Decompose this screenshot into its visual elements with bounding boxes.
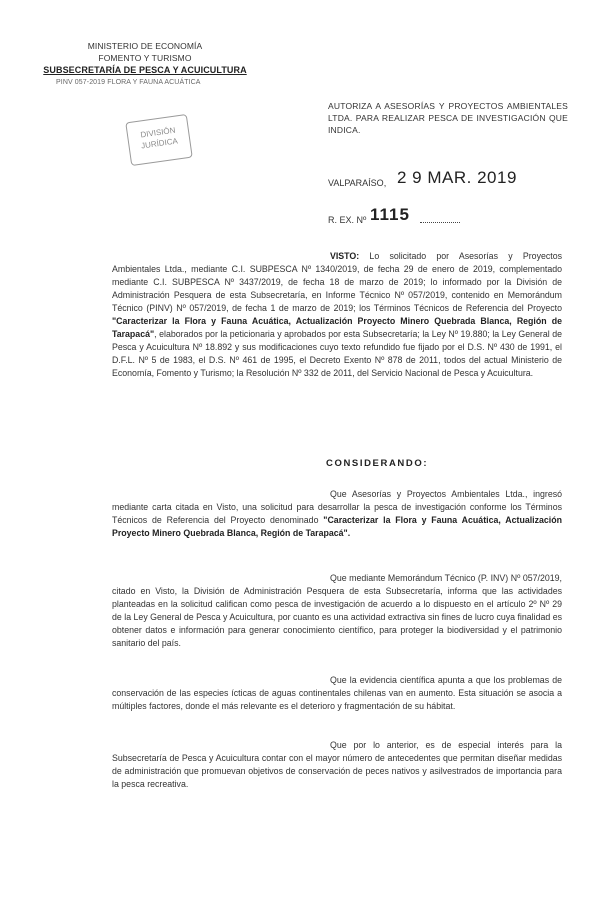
considerando-p1-project: "Caracterizar la Flora y Fauna Acuática, Actualización Proyecto Minero Quebrada Blanca, Región de Tarapacá".	[112, 515, 562, 538]
undersecretary-name: SUBSECRETARÍA DE PESCA Y ACUICULTURA	[43, 65, 247, 75]
stamp-line-2: JURÍDICA	[140, 136, 179, 151]
file-reference: PINV 057-2019 FLORA Y FAUNA ACUÁTICA	[56, 79, 201, 86]
city-label: VALPARAÍSO,	[328, 178, 387, 188]
resolution-prefix: R. EX. Nº	[328, 215, 367, 225]
ministry-subtitle: FOMENTO Y TURISMO	[98, 53, 192, 63]
considerando-p1-text: Que Asesorías y Proyectos Ambientales Ltda., ingresó mediante carta citada en Visto, una solicitud para desarrollar la pesca de investigación conforme los Términos Técnicos de Referencia del Proyecto denominado	[112, 489, 562, 525]
letterhead	[40, 40, 250, 89]
considerando-paragraph-1	[112, 488, 562, 540]
resolution-date: 2 9 MAR. 2019	[397, 168, 517, 187]
stamp-line-1: DIVISIÓN	[139, 125, 176, 140]
considerando-paragraph-3: Que la evidencia científica apunta a que los problemas de conservación de las especies ícticas de aguas continentales chilenas van en aumento. Esta situación se asocia a múltiples factores, donde el más relevante es el deterioro y fragmentación de su hábitat.	[112, 675, 562, 711]
resolution-subject: AUTORIZA A ASESORÍAS Y PROYECTOS AMBIENTALES LTDA. PARA REALIZAR PESCA DE INVESTIGACIÓN QUE INDICA.	[328, 101, 568, 135]
legal-division-stamp	[125, 114, 193, 166]
visto-project-title: "Caracterizar la Flora y Fauna Acuática, Actualización Proyecto Minero Quebrada Blanca, Región de Tarapacá"	[112, 316, 562, 339]
ministry-name: MINISTERIO DE ECONOMÍA	[87, 41, 203, 51]
visto-text-b: , elaborados por la peticionaria y aprobados por esta Subsecretaría; la Ley Nº 19.880; la Ley General de Pesca y Acuicultura Nº 18.892 y sus modificaciones cuyo texto refundido fue fijado por el D.S. Nº 430 de 1991, el D.F.L. Nº 5 de 1983, el D.S. Nº 461 de 1995, el Decreto Exento Nº 878 de 2011, todos del actual Ministerio de Economía, Fomento y Turismo; la Resolución Nº 332 de 2011, del Servicio Nacional de Pesca y Acuicultura.	[112, 329, 562, 378]
considerando-paragraph-4: Que por lo anterior, es de especial interés para la Subsecretaría de Pesca y Acuicultura contar con el mayor número de antecedentes que permitan diseñar medidas de administración que promuevan objetivos de conservación de peces nativos y asilvestrados de importancia para la pesca recreativa.	[112, 740, 562, 789]
visto-label: VISTO:	[330, 251, 360, 261]
resolution-number: 1115	[370, 205, 410, 224]
visto-paragraph	[112, 250, 562, 380]
considerando-paragraph-2: Que mediante Memorándum Técnico (P. INV) Nº 057/2019, citado en Visto, la División de Administración Pesquera de esta Subsecretaría, informa que las actividades planteadas en la solicitud califican como pesca de investigación de acuerdo a lo dispuesto en el artículo 2º Nº 29 de la Ley General de Pesca y Acuicultura, por cuanto es una actividad extractiva sin fines de lucro cuya finalidad es obtener datos e información para generar conocimiento científico, para proteger la biodiversidad y el patrimonio sanitario del país.	[112, 573, 562, 648]
resolution-underline	[420, 222, 460, 223]
visto-text-a: Lo solicitado por Asesorías y Proyectos Ambientales Ltda., mediante C.I. SUBPESCA Nº 1340/2019, de fecha 29 de enero de 2019, complementado mediante C.I. SUBPESCA Nº 3437/2019, de fecha 18 de marzo de 2019; lo informado por la División de Administración Pesquera de esta Subsecretaría, en Informe Técnico Nº 057/2019, contenido en Memorándum Técnico (PINV) Nº 057/2019, de fecha 1 de marzo de 2019; los Términos Técnicos de Referencia del Proyecto	[112, 251, 562, 313]
considerando-heading: CONSIDERANDO:	[326, 458, 429, 469]
